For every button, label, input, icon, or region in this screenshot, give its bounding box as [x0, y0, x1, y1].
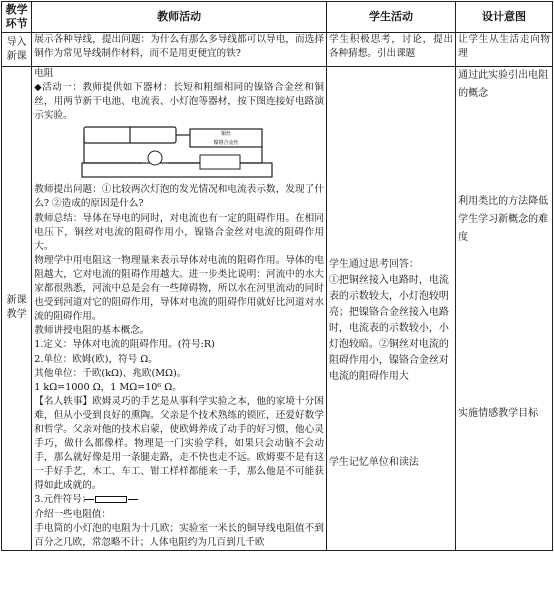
other-units: 其他单位：千欧(kΩ)、兆欧(MΩ)。	[34, 367, 187, 379]
label-nichrome: 镍铬合金丝	[213, 140, 239, 147]
concept-intro: 教师讲授电阻的基本概念。	[34, 325, 150, 337]
resistance-values: 手电筒的小灯泡的电阻为十几欧；实验室一米长的铜导线电阻值不到百分之几欧，常忽略不计；人体电阻约为几百到几千欧	[34, 522, 324, 548]
famous-anecdote: 【名人轶事】欧姆灵巧的手艺是从事科学实验之本，他的家境十分困难，但从小受到良好的熏陶。父亲是个技术熟练的锁匠，还爱好数学和哲学。父亲对他的技术启蒙，使欧姆养成了动手的好习惯，他心灵手巧，做什么都像样。物理是一门实验学科，如果只会动脑不会动手，那么就好像是用一条腿走路，走不快也走不远。欧姆要不是有这一手好手艺，木工、车工、钳工样样都能来一手，那么他是不可能获得如此成就的。	[34, 395, 324, 492]
activity-1: ◆活动一：教师提供如下器材：长短和粗细相同的镍铬合金丝和铜丝，用两节新干电池、电流表、小灯泡等器材，按下图连接好电路演示实验。	[34, 82, 324, 122]
main-teacher	[32, 67, 327, 551]
intro-stage: 导入新课	[2, 33, 32, 67]
values-intro: 介绍一些电阻值：	[34, 508, 112, 520]
teacher-summary: 教师总结：导体在导电的同时，对电流也有一定的阻碍作用。在相同电压下，铜丝对电流的阻碍作用小，镍铬合金丝对电流的阻碍作用大。	[34, 212, 324, 252]
intro-teacher: 展示各种导线，提出问题：为什么有那么多导线都可以导电，而选择铜作为常见导线制作材料，而不是用更便宜的铁?	[32, 33, 327, 67]
teacher-question: 教师提出问题：①比较两次灯泡的发光情况和电流表示数，发现了什么? ②造成的原因是什么?	[34, 184, 324, 210]
intro-design: 让学生从生活走向物理	[456, 33, 553, 67]
definition: 1.定义：导体对电流的阻碍作用。(符号:R)	[34, 339, 215, 351]
student-memo: 学生记忆单位和读法	[328, 457, 419, 468]
student-answer: ①把铜丝接入电路时，电流表的示数较大，小灯泡较明亮；把镍铬合金丝接入电路时，电流表的示数较小，小灯泡较暗。②铜丝对电流的阻碍作用小，镍铬合金丝对电流的阻碍作用大	[328, 275, 449, 382]
student-answer-intro: 学生通过思考回答：	[328, 259, 419, 270]
section-title: 电阻	[34, 68, 54, 79]
header-row	[2, 2, 553, 33]
lesson-plan-table	[1, 1, 553, 551]
main-stage: 新课教学	[2, 67, 32, 551]
unit-conversion: 1 kΩ=1000 Ω，1 MΩ=10⁶ Ω。	[34, 381, 182, 393]
symbol-line	[34, 493, 324, 507]
header-stage: 教学环节	[2, 2, 32, 33]
header-student: 学生活动	[326, 2, 455, 33]
circuit-drawing	[80, 123, 280, 181]
ammeter-icon	[200, 155, 240, 169]
header-teacher: 教师活动	[32, 2, 327, 33]
design-1: 通过此实验引出电阻的概念	[458, 70, 549, 99]
main-design	[456, 67, 553, 551]
symbol-label: 3.元件符号：	[34, 494, 92, 506]
circuit-diagram	[34, 123, 324, 181]
main-row	[2, 67, 553, 551]
header-design: 设计意图	[456, 2, 553, 33]
design-2: 利用类比的方法降低学生学习新概念的难度	[458, 196, 549, 243]
main-student	[326, 67, 455, 551]
resistance-analogy: 物理学中用电阻这一物理量来表示导体对电流的阻碍作用。导体的电阻越大，它对电流的阻碍作用越大。进一步类比说明：河流中的水大家都很熟悉，河流中总是会有一些障碍物，所以水在河里流动的同时也受到河道对它的阻碍作用，导体对电流的阻碍作用就好比河道对水流的阻碍作用。	[34, 254, 324, 323]
intro-row	[2, 33, 553, 67]
resistor-symbol-icon	[95, 496, 127, 503]
intro-student: 学生积极思考，讨论，提出各种猜想。引出课题	[326, 33, 455, 67]
design-3: 实施情感教学目标	[458, 408, 539, 419]
bulb-icon	[148, 151, 162, 165]
unit: 2.单位：欧姆(欧)，符号 Ω。	[34, 353, 158, 365]
label-copper: 铜丝	[221, 131, 232, 138]
